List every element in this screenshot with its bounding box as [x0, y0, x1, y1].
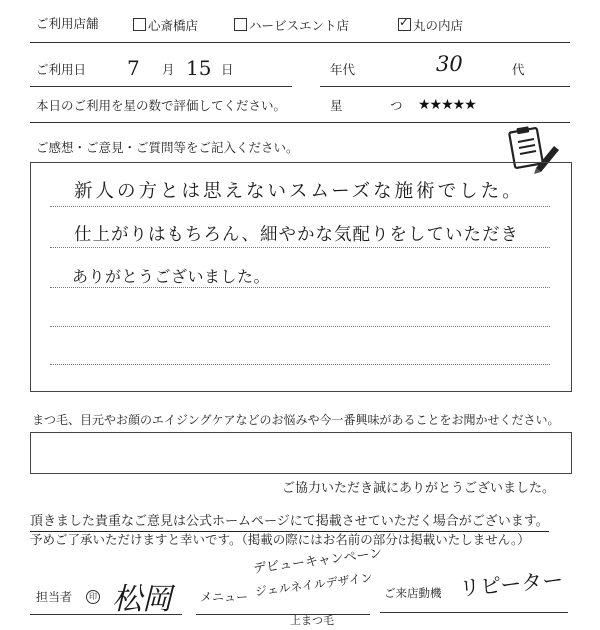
motive-value[interactable]: リピーター	[458, 567, 565, 601]
writing-line	[50, 326, 550, 327]
menu-underline	[196, 614, 370, 615]
comment-line: ありがとうございました。	[72, 267, 271, 286]
concerns-box[interactable]	[30, 432, 572, 474]
star-rating[interactable]: ★★★★★	[418, 97, 476, 113]
age-underline	[320, 86, 570, 87]
comment-line: 新人の方とは思えないスムーズな施術でした。	[74, 181, 524, 202]
comments-label: ご感想・ご意見・ご質問等をご記入ください。	[36, 140, 299, 155]
rating-unit: つ	[390, 98, 403, 113]
menu-item: デビューキャンペーン	[252, 546, 384, 577]
concerns-label: まつ毛、目元やお顔のエイジングケアなどのお悩みや今一番興味があることをお聞かせください。	[32, 413, 560, 427]
writing-line	[50, 287, 550, 288]
divider	[30, 122, 570, 123]
motive-label: ご来店動機	[384, 586, 442, 600]
divider	[30, 42, 570, 43]
store-label: ご利用店舗	[36, 16, 99, 31]
date-underline	[30, 86, 292, 87]
age-value[interactable]: 30	[436, 52, 463, 76]
notice-line-2: 予めご了承いただけますと幸いです。（掲載の際にはお名前の部分は掲載いたしません。）	[30, 532, 530, 547]
staff-label: 担当者	[36, 590, 73, 604]
thanks-text: ご協力いただき誠にありがとうございました。	[282, 481, 556, 496]
day-value[interactable]: 15	[186, 56, 212, 80]
checkbox-shinsaibashi[interactable]	[133, 18, 146, 31]
writing-line	[50, 247, 550, 248]
checkbox-herbis-ent[interactable]	[234, 18, 247, 31]
writing-line	[50, 206, 550, 207]
store-option-label: 心斎橋店	[148, 18, 199, 33]
comment-line: 仕上がりはもちろん、細やかな気配りをしていただき	[74, 225, 520, 245]
staff-underline	[30, 614, 182, 615]
rating-prompt: 本日のご利用を星の数で評価してください。	[36, 98, 287, 113]
rating-label: 星	[330, 98, 343, 113]
seal-mark: 印	[86, 590, 100, 604]
menu-item: ジェルネイルデザイン	[254, 570, 374, 599]
store-option-label: ハービスエント店	[249, 18, 350, 33]
menu-item: 上まつ毛	[290, 614, 334, 627]
staff-name[interactable]: 松岡	[112, 582, 172, 617]
notice-line-1: 頂きました貴重なご意見は公式ホームページにて掲載させていただく場合がございます。	[30, 510, 549, 532]
age-unit: 代	[512, 62, 525, 77]
age-label: 年代	[330, 62, 356, 77]
store-option-herbis-ent[interactable]	[234, 18, 349, 33]
day-unit: 日	[221, 62, 234, 77]
date-label: ご利用日	[36, 62, 87, 77]
writing-line	[50, 364, 550, 365]
store-option-label: 丸の内店	[413, 18, 464, 33]
store-option-marunouchi[interactable]	[398, 18, 463, 33]
month-value[interactable]: 7	[127, 56, 140, 80]
store-option-shinsaibashi[interactable]	[133, 18, 198, 33]
checkbox-marunouchi[interactable]	[398, 18, 411, 31]
menu-label: メニュー	[200, 590, 249, 604]
month-unit: 月	[162, 62, 175, 77]
motive-underline	[380, 612, 568, 613]
